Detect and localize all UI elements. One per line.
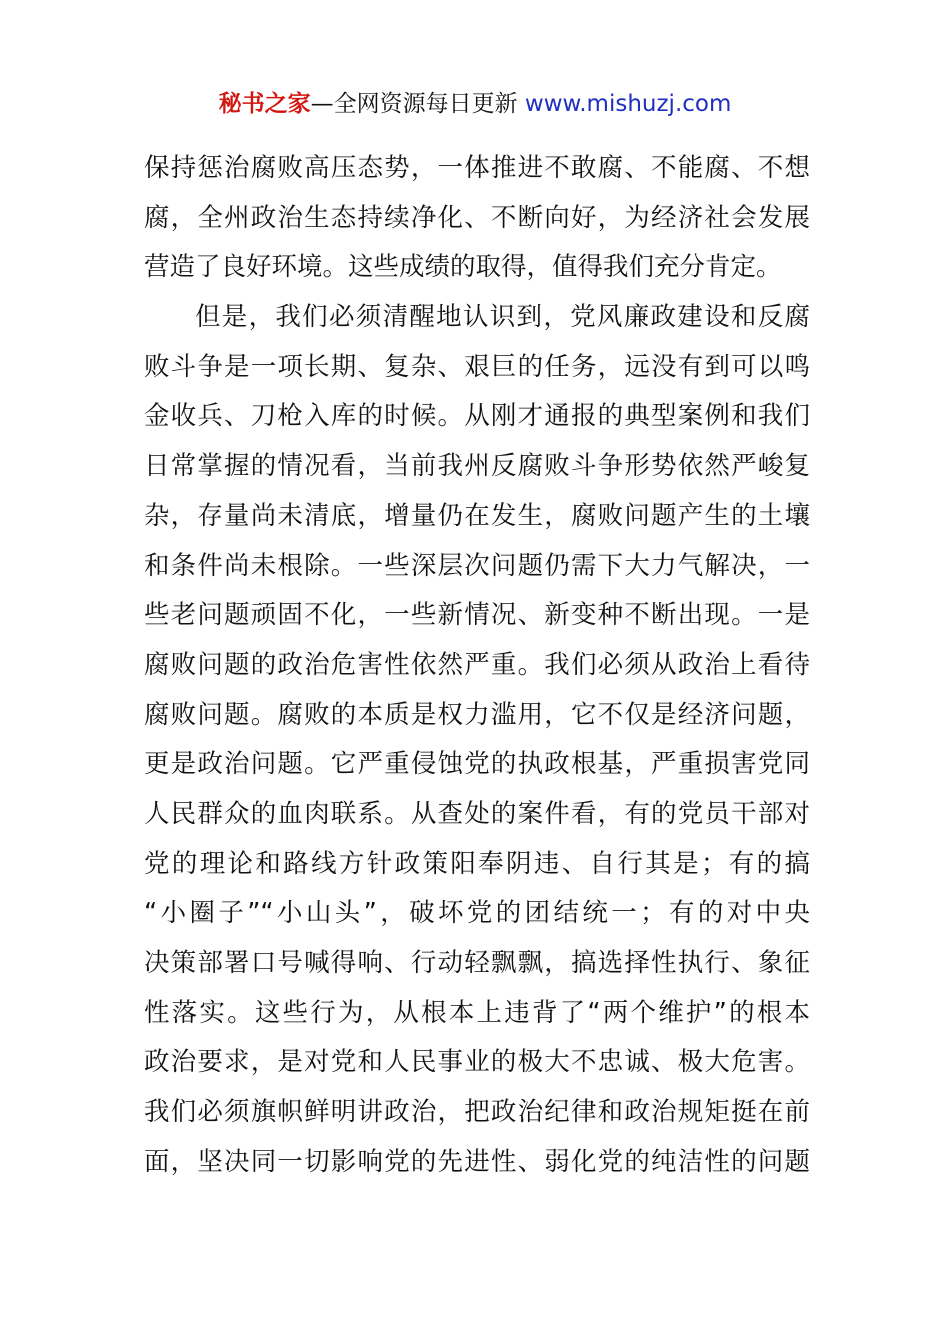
text-line: 人民群众的血肉联系。从查处的案件看，有的党员干部对 xyxy=(144,798,810,829)
text-line: 日常掌握的情况看，当前我州反腐败斗争形势依然严峻复 xyxy=(144,451,810,482)
text-line: 政治要求，是对党和人民事业的极大不忠诚、极大危害。 xyxy=(144,1047,810,1078)
text-line: 更是政治问题。它严重侵蚀党的执政根基，严重损害党同 xyxy=(144,749,810,780)
text-line: 腐败问题。腐败的本质是权力滥用，它不仅是经济问题， xyxy=(144,699,810,730)
text-line: “小圈子”“小山头”，破坏党的团结统一；有的对中央 xyxy=(144,898,810,929)
text-line: 性落实。这些行为，从根本上违背了“两个维护”的根本 xyxy=(144,997,810,1028)
site-url-link[interactable]: www.mishuzj.com xyxy=(524,91,732,117)
text-line: 保持惩治腐败高压态势，一体推进不敢腐、不能腐、不想 xyxy=(144,153,810,183)
site-tagline: —全网资源每日更新 xyxy=(310,91,518,117)
text-line: 面，坚决同一切影响党的先进性、弱化党的纯洁性的问题 xyxy=(144,1146,810,1177)
text-line: 杂，存量尚未清底，增量仍在发生，腐败问题产生的土壤 xyxy=(144,500,810,531)
text-line: 我们必须旗帜鲜明讲政治，把政治纪律和政治规矩挺在前 xyxy=(144,1097,810,1128)
text-line: 腐，全州政治生态持续净化、不断向好，为经济社会发展 xyxy=(144,202,810,233)
text-line: 党的理论和路线方针政策阳奉阴违、自行其是；有的搞 xyxy=(144,848,810,879)
paragraph-first-line: 但是，我们必须清醒地认识到，党风廉政建设和反腐 xyxy=(195,302,810,333)
page-header xyxy=(0,86,950,122)
text-line: 败斗争是一项长期、复杂、艰巨的任务，远没有到可以鸣 xyxy=(144,351,810,382)
text-line: 决策部署口号喊得响、行动轻飘飘，搞选择性执行、象征 xyxy=(144,948,810,978)
paragraph-end-line: 营造了良好环境。这些成绩的取得，值得我们充分肯定。 xyxy=(144,252,782,283)
document-body xyxy=(144,144,810,1187)
text-line: 腐败问题的政治危害性依然严重。我们必须从政治上看待 xyxy=(144,649,810,680)
site-brand: 秘书之家 xyxy=(218,91,311,117)
text-line: 和条件尚未根除。一些深层次问题仍需下大力气解决，一 xyxy=(144,550,810,581)
text-line: 金收兵、刀枪入库的时候。从刚才通报的典型案例和我们 xyxy=(144,401,810,432)
text-line: 些老问题顽固不化，一些新情况、新变种不断出现。一是 xyxy=(144,600,810,631)
